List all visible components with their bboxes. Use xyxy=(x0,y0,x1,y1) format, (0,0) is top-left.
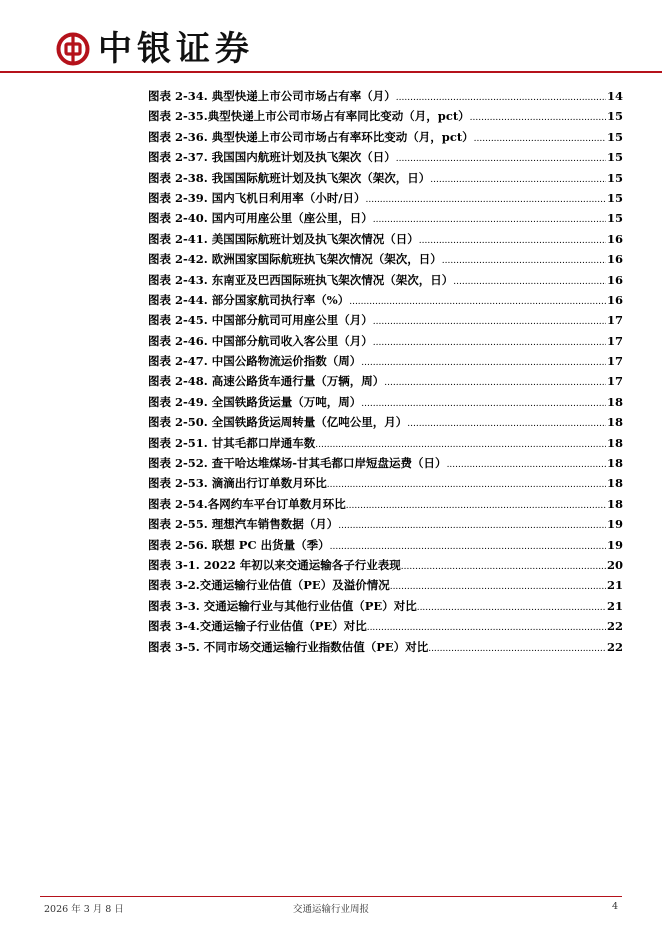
toc-entry-page[interactable]: 18 xyxy=(606,496,623,511)
table-of-contents xyxy=(148,88,623,659)
toc-entry-title[interactable]: 图表 2-48. 高速公路货车通行量（万辆，周） xyxy=(148,374,385,389)
toc-entry-title[interactable]: 图表 2-56. 联想 PC 出货量（季） xyxy=(148,537,330,552)
page-header xyxy=(0,0,662,78)
toc-dot-leader xyxy=(428,640,606,654)
toc-entry[interactable] xyxy=(148,312,623,332)
toc-entry[interactable] xyxy=(148,129,623,149)
footer-page-number: 4 xyxy=(611,901,618,912)
toc-dot-leader xyxy=(349,293,606,307)
toc-entry-title[interactable]: 图表 3-2.交通运输行业估值（PE）及溢价情况 xyxy=(148,578,390,593)
toc-entry-title[interactable]: 图表 2-49. 全国铁路货运量（万吨，周） xyxy=(148,394,362,409)
toc-entry-page[interactable]: 16 xyxy=(606,252,623,267)
toc-entry-title[interactable]: 图表 2-40. 国内可用座公里（座公里，日） xyxy=(148,211,373,226)
brand-name: 中银证券 xyxy=(98,29,254,69)
toc-entry-page[interactable]: 17 xyxy=(606,313,623,328)
toc-entry-title[interactable]: 图表 2-36. 典型快递上市公司市场占有率环比变动（月，pct） xyxy=(148,129,474,144)
toc-entry[interactable] xyxy=(148,149,623,169)
toc-entry-title[interactable]: 图表 3-4.交通运输子行业估值（PE）对比 xyxy=(148,619,367,634)
toc-dot-leader xyxy=(390,578,606,592)
toc-entry-title[interactable]: 图表 2-35.典型快递上市公司市场占有率同比变动（月，pct） xyxy=(148,109,470,124)
toc-entry-page[interactable]: 19 xyxy=(606,537,623,552)
toc-entry-page[interactable]: 18 xyxy=(606,456,623,471)
toc-entry-title[interactable]: 图表 2-45. 中国部分航司可用座公里（月） xyxy=(148,313,373,328)
toc-dot-leader xyxy=(327,476,606,490)
toc-entry[interactable] xyxy=(148,88,623,108)
toc-dot-leader xyxy=(361,354,606,368)
toc-entry-title[interactable]: 图表 2-51. 甘其毛都口岸通车数 xyxy=(148,435,316,450)
toc-dot-leader xyxy=(453,273,606,287)
toc-entry-title[interactable]: 图表 2-42. 欧洲国家国际航班执飞架次情况（架次，日） xyxy=(148,252,442,267)
toc-entry[interactable] xyxy=(148,170,623,190)
toc-entry-page[interactable]: 16 xyxy=(606,231,623,246)
toc-entry[interactable] xyxy=(148,108,623,128)
toc-dot-leader xyxy=(407,415,606,429)
toc-entry-title[interactable]: 图表 2-39. 国内飞机日利用率（小时/日） xyxy=(148,190,366,205)
toc-entry-page[interactable]: 18 xyxy=(606,476,623,491)
toc-dot-leader xyxy=(384,374,606,388)
toc-entry-page[interactable]: 15 xyxy=(606,109,623,124)
toc-dot-leader xyxy=(346,497,606,511)
toc-entry-title[interactable]: 图表 3-5. 不同市场交通运输行业指数估值（PE）对比 xyxy=(148,639,429,654)
toc-dot-leader xyxy=(470,109,606,123)
toc-dot-leader xyxy=(447,456,606,470)
footer-report-title: 交通运输行业周报 xyxy=(292,904,369,915)
toc-entry-page[interactable]: 18 xyxy=(606,415,623,430)
toc-entry-title[interactable]: 图表 2-44. 部分国家航司执行率（%） xyxy=(148,292,350,307)
toc-entry[interactable] xyxy=(148,537,623,557)
bank-of-china-logo-icon xyxy=(56,32,90,66)
toc-entry-page[interactable]: 21 xyxy=(606,578,623,593)
toc-entry[interactable] xyxy=(148,414,623,434)
toc-entry-page[interactable]: 20 xyxy=(606,557,623,572)
toc-dot-leader xyxy=(338,517,606,531)
toc-dot-leader xyxy=(401,558,606,572)
toc-entry-page[interactable]: 15 xyxy=(606,170,623,185)
toc-entry-page[interactable]: 22 xyxy=(606,619,623,634)
toc-entry[interactable] xyxy=(148,251,623,271)
toc-entry-title[interactable]: 图表 2-55. 理想汽车销售数据（月） xyxy=(148,517,339,532)
toc-entry[interactable] xyxy=(148,373,623,393)
toc-entry-page[interactable]: 15 xyxy=(606,190,623,205)
toc-entry-title[interactable]: 图表 2-46. 中国部分航司收入客公里（月） xyxy=(148,333,373,348)
toc-entry[interactable] xyxy=(148,557,623,577)
toc-entry-title[interactable]: 图表 2-43. 东南亚及巴西国际班执飞架次情况（架次，日） xyxy=(148,272,454,287)
toc-entry[interactable] xyxy=(148,496,623,516)
toc-entry-title[interactable]: 图表 2-54.各网约车平台订单数月环比 xyxy=(148,496,346,511)
toc-dot-leader xyxy=(430,171,606,185)
toc-entry-title[interactable]: 图表 2-52. 查干哈达堆煤场-甘其毛都口岸短盘运费（日） xyxy=(148,456,447,471)
toc-dot-leader xyxy=(366,191,606,205)
toc-entry[interactable] xyxy=(148,577,623,597)
toc-entry-page[interactable]: 14 xyxy=(606,89,623,103)
toc-entry-title[interactable]: 图表 3-3. 交通运输行业与其他行业估值（PE）对比 xyxy=(148,598,417,613)
toc-entry-page[interactable]: 19 xyxy=(606,517,623,532)
toc-dot-leader xyxy=(442,252,606,266)
toc-dot-leader xyxy=(396,150,606,164)
toc-entry-page[interactable]: 17 xyxy=(606,374,623,389)
toc-entry[interactable] xyxy=(148,435,623,455)
toc-entry[interactable] xyxy=(148,455,623,475)
toc-entry-page[interactable]: 15 xyxy=(606,150,623,165)
header-divider xyxy=(0,71,662,73)
toc-dot-leader xyxy=(419,232,606,246)
toc-entry[interactable] xyxy=(148,475,623,495)
toc-entry-page[interactable]: 15 xyxy=(606,129,623,144)
toc-entry-page[interactable]: 15 xyxy=(606,211,623,226)
toc-entry-page[interactable]: 17 xyxy=(606,354,623,369)
toc-entry[interactable] xyxy=(148,190,623,210)
toc-entry-title[interactable]: 图表 2-38. 我国国际航班计划及执飞架次（架次，日） xyxy=(148,170,431,185)
toc-entry[interactable] xyxy=(148,272,623,292)
toc-dot-leader xyxy=(417,599,606,613)
toc-entry-page[interactable]: 16 xyxy=(606,292,623,307)
toc-entry[interactable] xyxy=(148,516,623,536)
toc-entry[interactable] xyxy=(148,639,623,659)
toc-entry[interactable] xyxy=(148,618,623,638)
toc-dot-leader xyxy=(315,436,606,450)
toc-entry-title[interactable]: 图表 2-47. 中国公路物流运价指数（周） xyxy=(148,354,362,369)
toc-entry-title[interactable]: 图表 3-1. 2022 年初以来交通运输各子行业表现 xyxy=(148,557,401,572)
toc-dot-leader xyxy=(361,395,606,409)
toc-entry-page[interactable]: 21 xyxy=(606,598,623,613)
toc-entry[interactable] xyxy=(148,353,623,373)
toc-entry[interactable] xyxy=(148,292,623,312)
footer-divider xyxy=(40,896,622,897)
toc-entry-title[interactable]: 图表 2-41. 美国国际航班计划及执飞架次情况（日） xyxy=(148,231,419,246)
toc-entry-title[interactable]: 图表 2-34. 典型快递上市公司市场占有率（月） xyxy=(148,89,396,103)
toc-entry-page[interactable]: 16 xyxy=(606,272,623,287)
toc-dot-leader xyxy=(474,130,606,144)
toc-entry[interactable] xyxy=(148,210,623,230)
toc-dot-leader xyxy=(367,619,606,633)
toc-entry-title[interactable]: 图表 2-37. 我国国内航班计划及执飞架次（日） xyxy=(148,150,396,165)
footer-date: 2026 年 3 月 8 日 xyxy=(44,904,124,915)
toc-entry-title[interactable]: 图表 2-50. 全国铁路货运周转量（亿吨公里，月） xyxy=(148,415,408,430)
toc-entry[interactable] xyxy=(148,394,623,414)
toc-dot-leader xyxy=(373,313,606,327)
toc-entry[interactable] xyxy=(148,598,623,618)
toc-entry-page[interactable]: 18 xyxy=(606,435,623,450)
toc-dot-leader xyxy=(330,538,606,552)
toc-dot-leader xyxy=(373,334,606,348)
toc-entry-title[interactable]: 图表 2-53. 滴滴出行订单数月环比 xyxy=(148,476,327,491)
toc-entry[interactable] xyxy=(148,231,623,251)
toc-entry-page[interactable]: 22 xyxy=(606,639,623,654)
toc-entry-page[interactable]: 17 xyxy=(606,333,623,348)
toc-entry-page[interactable]: 18 xyxy=(606,394,623,409)
toc-dot-leader xyxy=(396,89,606,103)
toc-dot-leader xyxy=(373,211,606,225)
toc-entry[interactable] xyxy=(148,333,623,353)
